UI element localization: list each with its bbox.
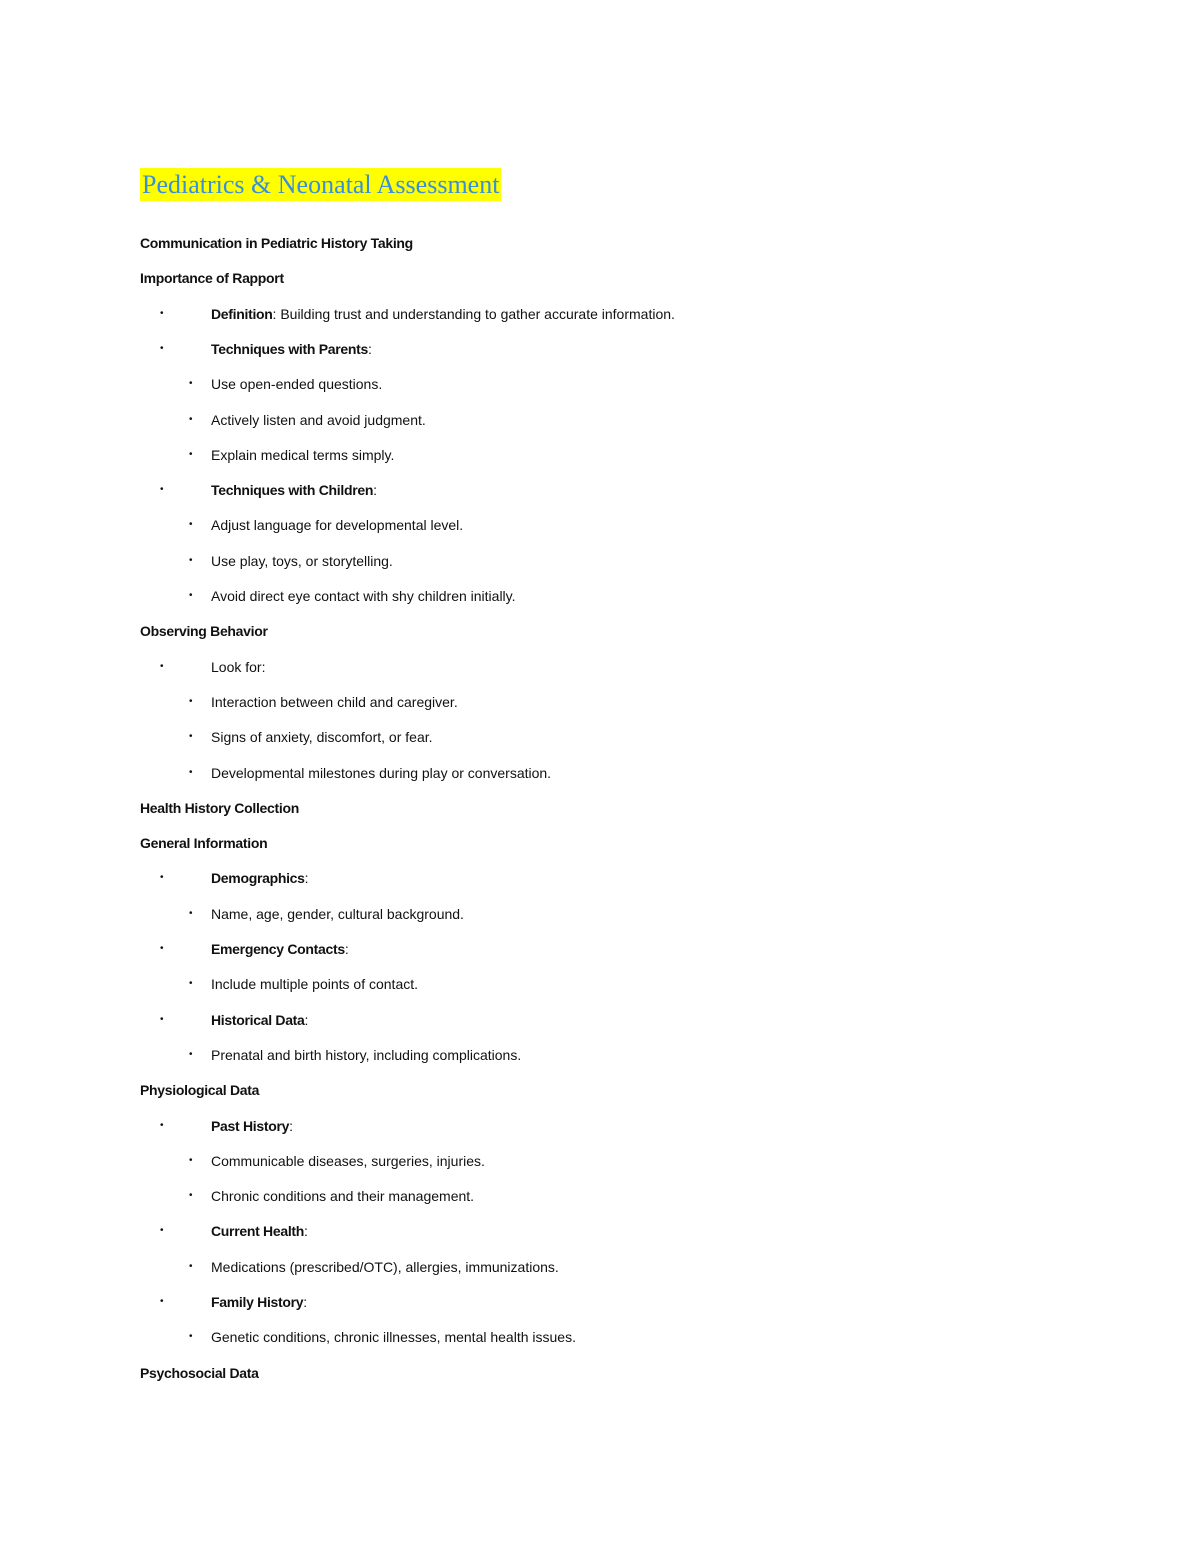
list-item-description: : [304, 870, 309, 886]
list-item-description: Medications (prescribed/OTC), allergies, immunizations. [211, 1259, 559, 1275]
bullet-icon: • [189, 1331, 193, 1342]
bullet-icon: • [189, 1261, 193, 1272]
list-item-description: : [373, 482, 377, 498]
bullet-icon: • [189, 767, 193, 778]
list-item-text [211, 1293, 307, 1311]
bullet-icon: • [160, 1225, 164, 1236]
list-item-text [211, 411, 426, 429]
list-item-text [211, 1117, 293, 1135]
bullet-icon: • [189, 1049, 193, 1060]
bullet-icon: • [189, 696, 193, 707]
list-item-term: Historical Data [211, 1012, 305, 1028]
bullet-icon: • [160, 1296, 164, 1307]
bullet-icon: • [160, 343, 164, 354]
list-item-term: Techniques with Children [211, 482, 374, 498]
list-item-text [211, 305, 675, 323]
bullet-icon: • [189, 731, 193, 742]
list-item-description: Prenatal and birth history, including complications. [211, 1047, 522, 1063]
list-item-description: : [304, 1223, 308, 1239]
list-item-description: Actively listen and avoid judgment. [211, 412, 426, 428]
list-item-text [211, 1152, 485, 1170]
list-item-text [211, 552, 393, 570]
list-item-term: Family History [211, 1294, 304, 1310]
list-item-text [211, 905, 464, 923]
list-item-text [211, 1258, 559, 1276]
bullet-icon: • [189, 1190, 193, 1201]
list-item-text [211, 693, 458, 711]
section-heading: General Information [140, 835, 268, 851]
list-item-text [211, 340, 372, 358]
list-item-term: Emergency Contacts [211, 941, 345, 957]
bullet-icon: • [160, 308, 164, 319]
bullet-icon: • [160, 943, 164, 954]
section-heading: Observing Behavior [140, 623, 268, 639]
list-item-text [211, 516, 463, 534]
list-item-term: Techniques with Parents [211, 341, 368, 357]
section-heading: Importance of Rapport [140, 270, 284, 286]
list-item-description: Use open-ended questions. [211, 376, 383, 392]
list-item-description: Avoid direct eye contact with shy children initially. [211, 588, 516, 604]
bullet-icon: • [189, 555, 193, 566]
list-item-term: Past History [211, 1118, 290, 1134]
list-item-text [211, 1187, 474, 1205]
bullet-icon: • [160, 484, 164, 495]
list-item-description: : [368, 341, 372, 357]
list-item-description: Use play, toys, or storytelling. [211, 553, 393, 569]
section-heading: Communication in Pediatric History Taking [140, 235, 413, 251]
bullet-icon: • [189, 449, 193, 460]
list-item-description: Adjust language for developmental level. [211, 517, 464, 533]
bullet-icon: • [189, 908, 193, 919]
bullet-icon: • [160, 872, 164, 883]
list-item-description: Communicable diseases, surgeries, injuries. [211, 1153, 485, 1169]
list-item-term: Demographics [211, 870, 305, 886]
list-item-text [211, 1046, 521, 1064]
list-item-description: Include multiple points of contact. [211, 976, 419, 992]
list-item-description: : [304, 1012, 309, 1028]
list-item-text [211, 658, 265, 676]
list-item-text [211, 1011, 308, 1029]
bullet-icon: • [160, 661, 164, 672]
section-heading: Psychosocial Data [140, 1365, 259, 1381]
list-item-term: Current Health [211, 1223, 305, 1239]
document-title: Pediatrics & Neonatal Assessment [142, 170, 500, 199]
bullet-icon: • [189, 978, 193, 989]
list-item-description: Look for: [211, 659, 266, 675]
list-item-text [211, 446, 394, 464]
list-item-text [211, 1328, 576, 1346]
list-item-description: : Building trust and understanding to gather accurate information. [272, 306, 675, 322]
list-item-description: Name, age, gender, cultural background. [211, 906, 464, 922]
bullet-icon: • [189, 590, 193, 601]
list-item-description: : [289, 1118, 293, 1134]
list-item-description: : [344, 941, 349, 957]
list-item-text [211, 940, 349, 958]
list-item-description: Interaction between child and caregiver. [211, 694, 458, 710]
list-item-text [211, 375, 382, 393]
bullet-icon: • [160, 1014, 164, 1025]
list-item-description: Genetic conditions, chronic illnesses, mental health issues. [211, 1329, 576, 1345]
list-item-description: : [303, 1294, 308, 1310]
bullet-icon: • [160, 1120, 164, 1131]
list-item-description: Explain medical terms simply. [211, 447, 395, 463]
list-item-text [211, 587, 516, 605]
list-item-description: Developmental milestones during play or conversation. [211, 765, 552, 781]
list-item-text [211, 728, 433, 746]
section-heading: Physiological Data [140, 1082, 260, 1098]
list-item-text [211, 1222, 308, 1240]
section-heading: Health History Collection [140, 800, 299, 816]
list-item-text [211, 975, 418, 993]
list-item-description: Signs of anxiety, discomfort, or fear. [211, 729, 433, 745]
bullet-icon: • [189, 378, 193, 389]
bullet-icon: • [189, 414, 193, 425]
bullet-icon: • [189, 1155, 193, 1166]
list-item-text [211, 869, 309, 887]
list-item-text [211, 764, 551, 782]
bullet-icon: • [189, 519, 193, 530]
list-item-description: Chronic conditions and their management. [211, 1188, 475, 1204]
list-item-text [211, 481, 377, 499]
list-item-term: Definition [211, 306, 273, 322]
